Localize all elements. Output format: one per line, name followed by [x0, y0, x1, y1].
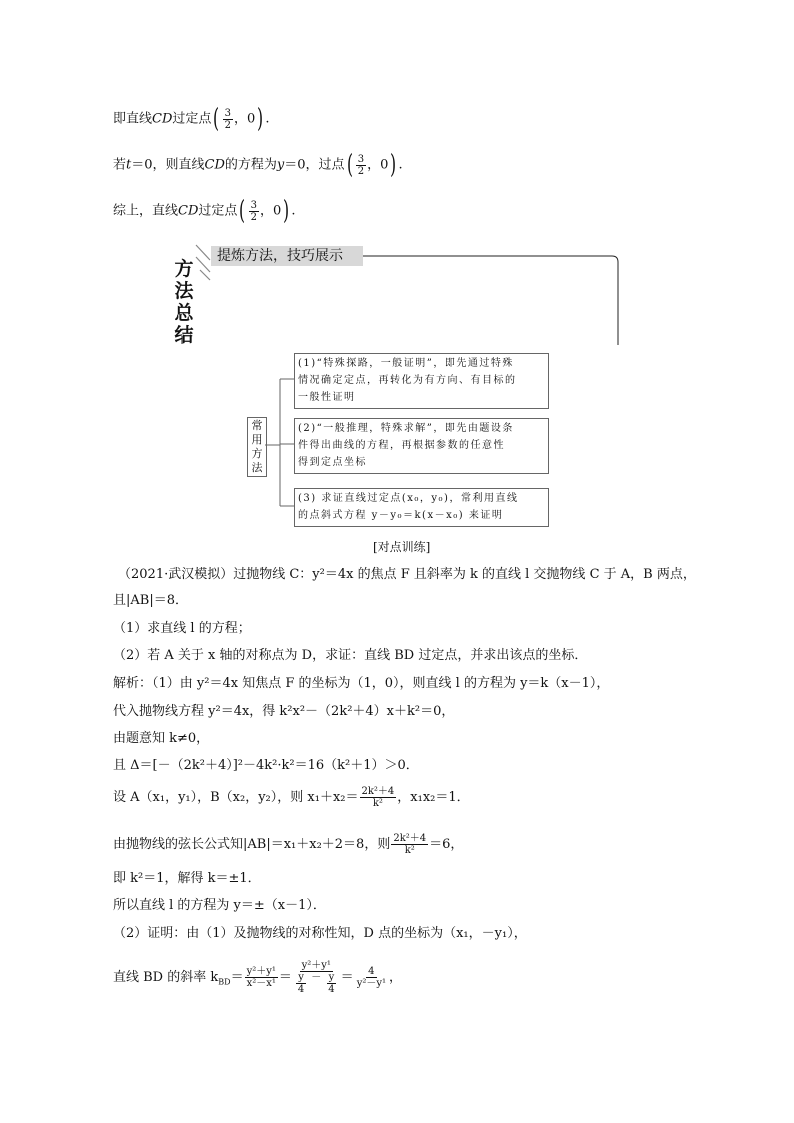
var-cd: CD — [204, 157, 225, 173]
category-label: 常用方法 — [247, 417, 267, 477]
text: 过定点 — [198, 203, 238, 219]
right-paren: ) — [283, 196, 290, 226]
frac-num: 2k²＋4 — [393, 833, 427, 844]
frac-den: k² — [372, 798, 383, 809]
fraction — [245, 966, 278, 989]
subscript: BD — [218, 977, 231, 987]
comma: ， — [259, 203, 273, 219]
title-char: 法 — [174, 280, 194, 302]
title-char: 总 — [174, 302, 194, 324]
method-line: 件得出曲线的方程，再根据参数的任意性 — [298, 440, 505, 451]
var-cd: CD — [178, 203, 199, 219]
var-y: y — [276, 157, 285, 173]
right-paren: ) — [390, 150, 397, 180]
method-line: (3) 求证直线过定点(x₀，y₀)，常利用直线 — [298, 493, 519, 504]
frac-den: 4 — [328, 984, 335, 995]
sub-fraction — [326, 972, 336, 995]
text: 设 A（x₁，y₁），B（x₂，y₂），则 x₁＋x₂＝ — [113, 790, 359, 805]
equals: ＝ — [340, 970, 354, 985]
solution-line-1: 解析：（1）由 y²＝4x 知焦点 F 的坐标为（1，0），则直线 l 的方程为 y＝k（x－1）， — [113, 676, 610, 691]
text: ， — [389, 970, 403, 985]
fraction — [355, 966, 388, 989]
text: 由抛物线的弦长公式知|AB|＝x₁＋x₂＋2＝8，则 — [113, 837, 391, 852]
method-line: 的点斜式方程 y－y₀＝k(x－x₀) 来证明 — [298, 510, 504, 521]
frac-num: 4 — [368, 966, 375, 977]
solution-line-3: 由题意知 k≠0， — [113, 731, 210, 746]
frac-num: y — [328, 972, 335, 983]
solution-line-10 — [113, 960, 402, 995]
frac-den: 2 — [250, 211, 257, 223]
method-line: 得到定点坐标 — [298, 457, 367, 468]
frac-den: 2 — [224, 119, 231, 131]
fraction — [360, 786, 397, 809]
solution-line-2: 代入抛物线方程 y²＝4x，得 k²x²－（2k²＋4）x＋k²＝0， — [113, 704, 455, 719]
frac-den: 2 — [357, 165, 365, 177]
equals: ＝ — [278, 970, 292, 985]
method-title — [173, 258, 195, 346]
zero: 0 — [380, 157, 389, 173]
solution-line-6 — [113, 833, 463, 856]
practice-caption: [对点训练] — [373, 540, 431, 554]
method-banner: 提炼方法，技巧展示 — [211, 246, 363, 266]
right-paren: ) — [257, 104, 264, 134]
text: 直线 BD 的斜率 k — [113, 970, 219, 985]
comma: ， — [367, 157, 381, 173]
method-box-2 — [294, 418, 549, 474]
method-line: (2)“一般推理，特殊求解”，即先由题设条 — [298, 423, 514, 434]
frac-num: 3 — [357, 153, 365, 165]
fraction — [391, 833, 428, 856]
frac-den: x²－x¹ — [246, 978, 276, 989]
left-paren: ( — [346, 150, 353, 180]
title-char: 方 — [174, 258, 194, 280]
text: ，x₁x₂＝1． — [397, 790, 470, 805]
solution-line-9: （2）证明：由（1）及抛物线的对称性知，D 点的坐标为（x₁，－y₁）， — [113, 926, 527, 941]
text: ＝0，过点 — [284, 157, 345, 173]
frac-den: k² — [404, 845, 415, 856]
zero: 0 — [246, 111, 256, 127]
method-frame-lines — [0, 0, 794, 560]
frac-num: 3 — [250, 199, 257, 211]
text: 过定点 — [172, 111, 212, 127]
period: . — [291, 203, 296, 219]
left-paren: ( — [213, 104, 220, 134]
text: 综上，直线 — [113, 203, 179, 219]
period: . — [398, 157, 403, 173]
frac-den-compound: $\frac{y}{4}$ － $\frac{y}{4}$ — [297, 972, 335, 995]
zero: 0 — [272, 203, 282, 219]
frac-num: 3 — [224, 107, 231, 119]
text: 的方程为 — [224, 157, 277, 173]
question-2: （2）若 A 关于 x 轴的对称点为 D，求证：直线 BD 过定点，并求出该点的坐标． — [113, 648, 588, 663]
var-cd: CD — [152, 111, 173, 127]
sub-fraction — [296, 972, 306, 995]
title-char: 结 — [174, 324, 194, 346]
solution-line-8: 所以直线 l 的方程为 y＝±（x－1）． — [113, 898, 326, 913]
equals: ＝ — [230, 970, 244, 985]
solution-line-7: 即 k²＝1，解得 k＝±1． — [113, 871, 261, 886]
compound-fraction — [293, 960, 340, 995]
text: ＝0，则直线 — [131, 157, 205, 173]
period: . — [265, 111, 270, 127]
comma: ， — [233, 111, 247, 127]
frac-num: 2k²＋4 — [361, 786, 395, 797]
method-line: 一般性证明 — [298, 392, 356, 403]
text: ＝6， — [429, 837, 464, 852]
text: 即直线 — [113, 111, 153, 127]
method-line: 情况确定定点，再转化为有方向、有目标的 — [298, 375, 517, 386]
solution-line-5 — [113, 786, 470, 809]
solution-line-4: 且 Δ＝[－（2k²＋4）]²－4k²·k²＝16（k²＋1）＞0． — [113, 758, 419, 773]
text: 若 — [113, 157, 127, 173]
method-box-1 — [294, 353, 549, 409]
method-box-3 — [294, 488, 549, 527]
frac-num: y — [298, 972, 304, 983]
frac-num: y²＋y¹ — [301, 960, 331, 971]
frac-den: y²－y¹ — [356, 978, 387, 989]
frac-den: 4 — [297, 984, 305, 995]
question-1: （1）求直线 l 的方程； — [113, 621, 251, 636]
left-paren: ( — [239, 196, 246, 226]
frac-num: y²＋y¹ — [246, 966, 276, 977]
problem-statement-2: 且|AB|＝8． — [113, 593, 188, 608]
method-line: (1)“特殊探路，一般证明”，即先通过特殊 — [298, 358, 514, 369]
var-t: t — [126, 157, 132, 173]
problem-statement-1: （2021·武汉模拟）过抛物线 C：y²＝4x 的焦点 F 且斜率为 k 的直线 l 交抛物线 C 于 A，B 两点， — [118, 567, 696, 582]
